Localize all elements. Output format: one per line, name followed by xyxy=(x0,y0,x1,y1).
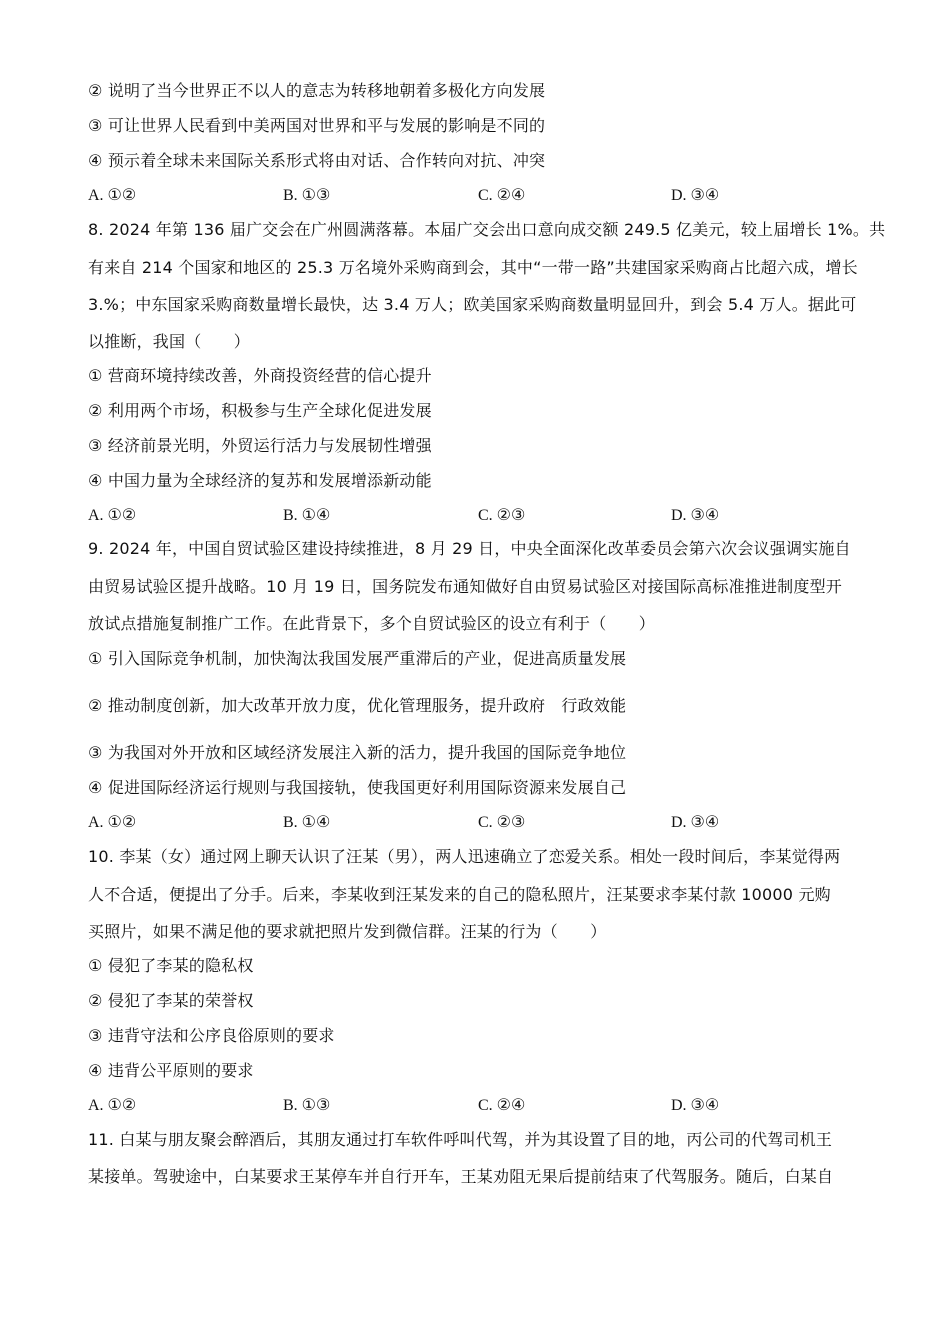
q8-option-c[interactable]: C. ②③ xyxy=(478,507,526,524)
q10-options xyxy=(88,1096,868,1116)
q9-options xyxy=(88,813,868,833)
q10-stem-line-2: 人不合适，便提出了分手。后来，李某收到汪某发来的自己的隐私照片，汪某要求李某付款 10000 元购 xyxy=(88,885,831,904)
q10-option-b[interactable]: B. ①③ xyxy=(283,1097,331,1114)
q9-stem-line-3: 放试点措施复制推广工作。在此背景下，多个自贸试验区的设立有利于（ ） xyxy=(88,614,656,633)
q7-item-3: ③ 可让世界人民看到中美两国对世界和平与发展的影响是不同的 xyxy=(88,116,546,135)
q10-stem-line-3: 买照片，如果不满足他的要求就把照片发到微信群。汪某的行为（ ） xyxy=(88,922,607,941)
q9-item-3: ③ 为我国对外开放和区域经济发展注入新的活力，提升我国的国际竞争地位 xyxy=(88,743,627,762)
q7-options xyxy=(88,186,868,206)
q9-stem-line-2: 由贸易试验区提升战略。10 月 19 日，国务院发布通知做好自由贸易试验区对接国际高标准推进制度型开 xyxy=(88,577,842,596)
q10-item-3: ③ 违背守法和公序良俗原则的要求 xyxy=(88,1026,335,1045)
q10-stem-line-1: 10. 李某（女）通过网上聊天认识了汪某（男），两人迅速确立了恋爱关系。相处一段时间后，李某觉得两 xyxy=(88,847,841,866)
q7-item-2: ② 说明了当今世界正不以人的意志为转移地朝着多极化方向发展 xyxy=(88,81,546,100)
q10-option-d[interactable]: D. ③④ xyxy=(671,1097,720,1114)
q7-option-c[interactable]: C. ②④ xyxy=(478,187,526,204)
q9-item-1: ① 引入国际竞争机制，加快淘汰我国发展严重滞后的产业，促进高质量发展 xyxy=(88,649,627,668)
q8-item-3: ③ 经济前景光明，外贸运行活力与发展韧性增强 xyxy=(88,436,432,455)
q8-item-1: ① 营商环境持续改善，外商投资经营的信心提升 xyxy=(88,366,432,385)
q8-item-4: ④ 中国力量为全球经济的复苏和发展增添新动能 xyxy=(88,471,432,490)
q9-option-c[interactable]: C. ②③ xyxy=(478,814,526,831)
q8-item-2: ② 利用两个市场，积极参与生产全球化促进发展 xyxy=(88,401,432,420)
q9-option-a[interactable]: A. ①② xyxy=(88,814,137,831)
q8-option-a[interactable]: A. ①② xyxy=(88,507,137,524)
q11-stem-line-2: 某接单。驾驶途中，白某要求王某停车并自行开车，王某劝阻无果后提前结束了代驾服务。随后，白某自 xyxy=(88,1167,834,1186)
q10-item-1: ① 侵犯了李某的隐私权 xyxy=(88,956,254,975)
q7-option-a[interactable]: A. ①② xyxy=(88,187,137,204)
q8-option-b[interactable]: B. ①④ xyxy=(283,507,331,524)
q7-option-b[interactable]: B. ①③ xyxy=(283,187,331,204)
q9-item-4: ④ 促进国际经济运行规则与我国接轨，使我国更好利用国际资源来发展自己 xyxy=(88,778,627,797)
q8-options xyxy=(88,506,868,526)
q8-option-d[interactable]: D. ③④ xyxy=(671,507,720,524)
q8-stem-line-1: 8. 2024 年第 136 届广交会在广州圆满落幕。本届广交会出口意向成交额 249.5 亿美元，较上届增长 1%。共 xyxy=(88,220,886,239)
q10-option-a[interactable]: A. ①② xyxy=(88,1097,137,1114)
q8-stem-line-4: 以推断，我国（ ） xyxy=(88,332,251,351)
q11-stem-line-1: 11. 白某与朋友聚会醉酒后，其朋友通过打车软件呼叫代驾，并为其设置了目的地，丙公司的代驾司机王 xyxy=(88,1130,833,1149)
q10-item-2: ② 侵犯了李某的荣誉权 xyxy=(88,991,254,1010)
q9-option-b[interactable]: B. ①④ xyxy=(283,814,331,831)
q8-stem-line-2: 有来自 214 个国家和地区的 25.3 万名境外采购商到会，其中“一带一路”共建国家采购商占比超六成，增长 xyxy=(88,258,858,277)
q9-option-d[interactable]: D. ③④ xyxy=(671,814,720,831)
q9-stem-line-1: 9. 2024 年，中国自贸试验区建设持续推进，8 月 29 日，中央全面深化改革委员会第六次会议强调实施自 xyxy=(88,539,851,558)
q10-item-4: ④ 违背公平原则的要求 xyxy=(88,1061,254,1080)
q7-item-4: ④ 预示着全球未来国际关系形式将由对话、合作转向对抗、冲突 xyxy=(88,151,546,170)
q8-stem-line-3: 3.%；中东国家采购商数量增长最快，达 3.4 万人；欧美国家采购商数量明显回升，到会 5.4 万人。据此可 xyxy=(88,295,857,314)
q10-option-c[interactable]: C. ②④ xyxy=(478,1097,526,1114)
q9-item-2: ② 推动制度创新，加大改革开放力度，优化管理服务，提升政府 行政效能 xyxy=(88,696,627,715)
q7-option-d[interactable]: D. ③④ xyxy=(671,187,720,204)
